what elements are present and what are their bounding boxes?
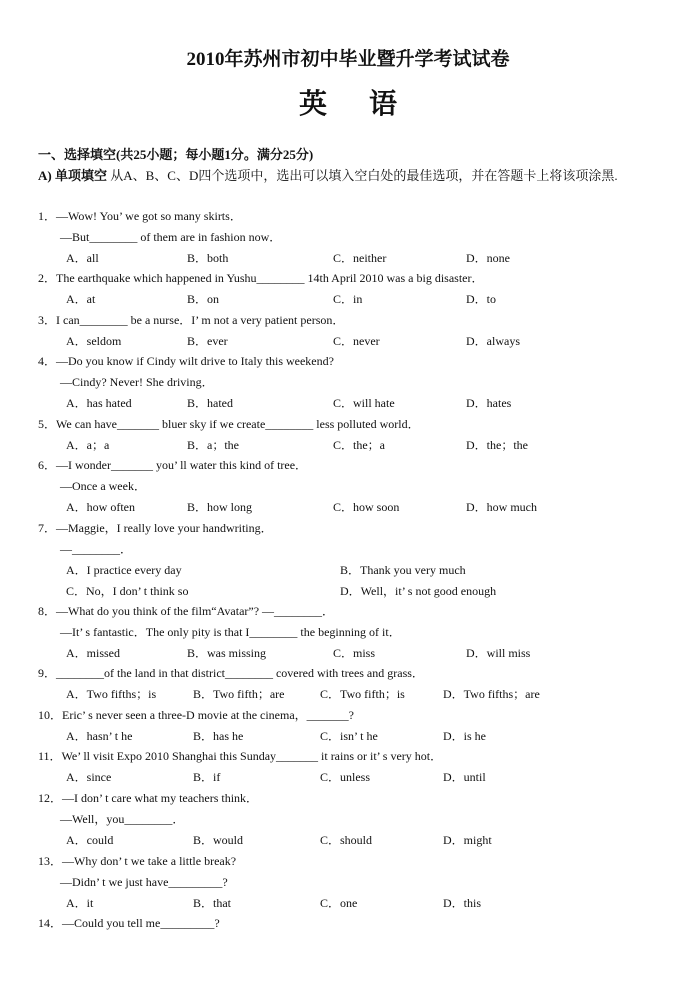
question-10-option-A: A．hasn’ t he (66, 729, 133, 743)
question-13-option-B: B．that (193, 896, 231, 910)
question-1-option-A: A．all (66, 251, 99, 265)
question-7-line-1: 7．—Maggie，I really love your handwriting． (38, 521, 273, 535)
question-5-option-C: C．the；a (333, 438, 385, 452)
question-10-option-D: D．is he (443, 729, 486, 743)
instructions-text: 从A、B、C、D四个选项中，选出可以填入空白处的最佳选项，并在答题卡上将该项涂黑. (106, 168, 618, 183)
question-8-option-B: B．was missing (187, 646, 267, 660)
question-1-option-D: D．none (466, 251, 510, 265)
question-13-option-D: D．this (443, 896, 482, 910)
question-8-option-A: A．missed (66, 646, 121, 660)
question-6-option-B: B．how long (187, 500, 253, 514)
question-13-option-A: A．it (66, 896, 94, 910)
question-4-line-2: —Cindy? Never! She driving． (60, 375, 214, 389)
question-7-option-C: C．No，I don’ t think so (66, 584, 189, 598)
subject-title: 英语 (298, 89, 439, 120)
question-5-option-B: B．a；the (187, 438, 239, 452)
question-2-option-C: C．in (333, 292, 363, 306)
question-8-option-C: C．miss (333, 646, 376, 660)
question-6-line-2: —Once a week． (60, 479, 146, 493)
question-1-option-C: C．neither (333, 251, 387, 265)
question-3-option-D: D．always (466, 334, 520, 348)
question-3-option-C: C．never (333, 334, 380, 348)
question-8-line-2: —It’ s fantastic．The only pity is that I________ the beginning of it． (60, 625, 401, 639)
question-6-option-C: C．how soon (333, 500, 400, 514)
question-14-line-1: 14．—Could you tell me_________? (38, 916, 220, 930)
question-9-option-A: A．Two fifths；is (66, 687, 157, 701)
question-3-option-B: B．ever (187, 334, 228, 348)
question-8-line-1: 8．—What do you think of the film“Avatar”? —________． (38, 604, 335, 618)
question-1-line-2: —But________ of them are in fashion now． (60, 230, 282, 244)
question-1-line-1: 1．—Wow! You’ we got so many skirts． (38, 209, 242, 223)
question-2-option-B: B．on (187, 292, 220, 306)
exam-title: 2010年苏州市初中毕业暨升学考试试卷 (186, 49, 510, 70)
question-2-option-D: D．to (466, 292, 497, 306)
question-8-option-D: D．will miss (466, 646, 531, 660)
section-heading: 一、选择填空(共25小题；每小题1分。满分25分) (38, 147, 314, 162)
question-6-line-1: 6．—I wonder_______ you’ ll water this kind of tree． (38, 458, 308, 472)
question-13-line-1: 13．—Why don’ t we take a little break? (38, 854, 237, 868)
question-4-option-D: D．hates (466, 396, 512, 410)
question-5-line-1: 5．We can have_______ bluer sky if we create________ less polluted world． (38, 417, 420, 431)
question-11-option-A: A．since (66, 770, 112, 784)
question-1-option-B: B．both (187, 251, 229, 265)
section-instructions (38, 166, 663, 186)
question-2-line-1: 2．The earthquake which happened in Yushu________ 14th April 2010 was a big disaster． (38, 271, 484, 285)
question-12-line-1: 12．—I don’ t care what my teachers think． (38, 791, 259, 805)
question-12-option-D: D．might (443, 833, 492, 847)
question-12-option-C: C．should (320, 833, 373, 847)
question-11-line-1: 11．We’ ll visit Expo 2010 Shanghai this Sunday_______ it rains or it’ s very hot． (38, 749, 443, 763)
question-7-option-A: A．I practice every day (66, 563, 182, 577)
question-5-option-D: D．the；the (466, 438, 528, 452)
question-3-option-A: A．seldom (66, 334, 122, 348)
question-11-option-B: B．if (193, 770, 221, 784)
question-9-option-D: D．Two fifths；are (443, 687, 540, 701)
question-10-option-B: B．has he (193, 729, 244, 743)
question-4-option-B: B．hated (187, 396, 233, 410)
question-9-option-B: B．Two fifth；are (193, 687, 285, 701)
question-6-option-D: D．how much (466, 500, 537, 514)
question-9-line-1: 9．________of the land in that district________ covered with trees and grass． (38, 666, 424, 680)
question-2-option-A: A．at (66, 292, 96, 306)
question-7-option-D: D．Well，it’ s not good enough (340, 584, 497, 598)
question-10-line-1: 10．Eric’ s never seen a three-D movie at the cinema，_______? (38, 708, 354, 722)
question-11-option-C: C．unless (320, 770, 371, 784)
part-tag: A) 单项填空 (38, 168, 107, 183)
question-12-option-A: A．could (66, 833, 114, 847)
question-6-option-A: A．how often (66, 500, 135, 514)
question-4-option-A: A．has hated (66, 396, 132, 410)
question-9-option-C: C．Two fifth；is (320, 687, 405, 701)
question-13-line-2: —Didn’ t we just have_________? (60, 875, 228, 889)
question-7-line-2: —________． (60, 542, 133, 556)
question-11-option-D: D．until (443, 770, 486, 784)
question-4-option-C: C．will hate (333, 396, 395, 410)
question-3-line-1: 3．I can________ be a nurse．I’ m not a very patient person． (38, 313, 345, 327)
question-13-option-C: C．one (320, 896, 358, 910)
question-10-option-C: C．isn’ t he (320, 729, 378, 743)
question-7-option-B: B．Thank you very much (340, 563, 466, 577)
question-12-option-B: B．would (193, 833, 244, 847)
question-12-line-2: —Well，you________． (60, 812, 185, 826)
question-5-option-A: A．a；a (66, 438, 110, 452)
question-4-line-1: 4．—Do you know if Cindy wilt drive to Italy this weekend? (38, 354, 334, 368)
